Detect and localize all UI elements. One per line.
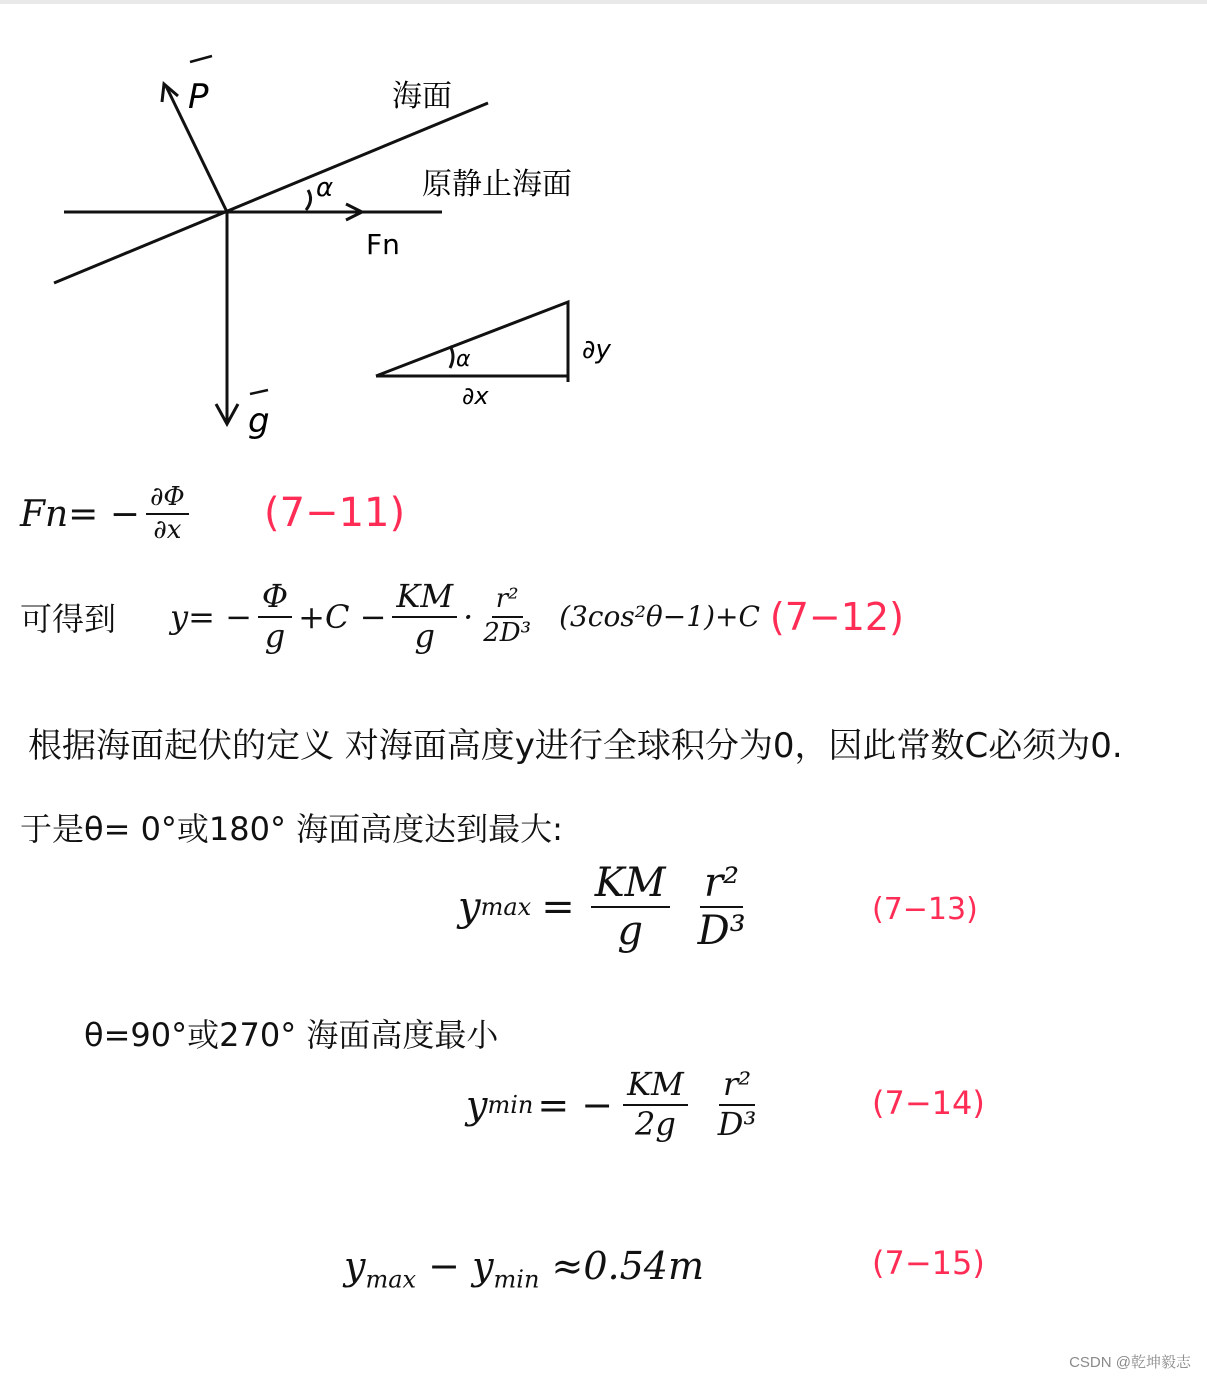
eq12-dot: ·: [463, 597, 474, 636]
eq11-denominator: ∂x: [153, 515, 182, 546]
tag-7-13: (7−13): [872, 892, 978, 927]
eq12-mid: +C −: [298, 597, 387, 636]
label-g: g: [248, 401, 270, 441]
paragraph-min-condition: θ=90°或270° 海面高度最小: [84, 1016, 499, 1054]
tag-7-15: (7−15): [872, 1244, 985, 1282]
eq12-f1-num: Φ: [258, 580, 292, 618]
eq14-lhs: y: [466, 1082, 488, 1127]
tag-7-12: (7−12): [769, 594, 904, 639]
eq13-lhs: y: [458, 884, 481, 930]
paragraph-max-condition: 于是θ= 0°或180° 海面高度达到最大:: [20, 810, 563, 848]
label-still-surface: 原静止海面: [422, 167, 572, 202]
eq12-fraction-3: [479, 586, 535, 647]
eq11-lhs: Fn= −: [20, 493, 140, 535]
label-dx: ∂x: [462, 382, 489, 410]
label-p: P: [188, 77, 209, 117]
eq12-fraction-2: [392, 577, 457, 655]
eq12-f3-den: 2D³: [483, 617, 532, 648]
eq15-rest: ≈0.54m: [539, 1244, 704, 1288]
eq12-prefix: 可得到: [20, 599, 117, 638]
label-dy: ∂y: [582, 335, 611, 365]
eq14-f1-den: 2g: [635, 1104, 676, 1143]
tag-7-11: (7−11): [264, 490, 406, 536]
eq14-eq: = −: [537, 1082, 614, 1127]
eq12-tail: (3cos²θ−1)+C: [559, 600, 760, 634]
force-diagram: [40, 40, 680, 500]
equation-7-12: [20, 577, 904, 655]
equation-7-14: [466, 1065, 766, 1143]
paragraph-integral-note: 根据海面起伏的定义 对海面高度y进行全球积分为0，因此常数C必须为0.: [28, 726, 1123, 766]
eq13-fraction-2: [694, 862, 750, 952]
eq12-f2-den: g: [414, 616, 435, 655]
p-overbar: [190, 56, 212, 62]
slope-triangle: [376, 302, 568, 376]
eq13-sub: max: [480, 893, 532, 921]
g-overbar: [250, 390, 268, 394]
eq12-y: y= −: [170, 597, 252, 636]
eq14-fraction-1: [623, 1065, 688, 1143]
eq15-sub2: min: [493, 1265, 540, 1294]
eq13-f2-den: D³: [697, 908, 746, 954]
equation-7-13: [458, 862, 756, 952]
label-triangle-alpha: α: [456, 347, 471, 372]
eq14-f2-den: D³: [717, 1104, 757, 1143]
tag-7-14: (7−14): [872, 1084, 985, 1122]
eq15-y2: y: [472, 1244, 494, 1288]
eq13-f1-num: KM: [591, 862, 670, 908]
eq12-f1-den: g: [264, 616, 286, 655]
triangle-angle-arc: [450, 346, 453, 368]
top-border: [0, 0, 1207, 4]
eq13-f2-num: r²: [700, 862, 743, 908]
csdn-watermark: CSDN @乾坤毅志: [1069, 1354, 1191, 1371]
eq13-f1-den: g: [617, 908, 643, 954]
eq12-f2-num: KM: [392, 580, 457, 618]
eq13-eq: =: [541, 884, 575, 930]
eq15-y1: y: [344, 1244, 366, 1288]
eq13-fraction-1: [591, 862, 670, 952]
label-fn: Fn: [366, 228, 400, 261]
eq11-numerator: ∂Φ: [146, 484, 189, 515]
equation-7-15: [344, 1244, 704, 1294]
eq12-fraction-1: [258, 577, 292, 655]
label-alpha: α: [316, 173, 334, 203]
angle-arc: [306, 190, 311, 210]
equation-7-11: [20, 484, 195, 545]
label-sea-surface: 海面: [392, 79, 452, 114]
eq11-fraction: [146, 484, 189, 545]
eq15-sub1: max: [365, 1265, 417, 1294]
eq15-minus: −: [416, 1244, 473, 1288]
eq14-f2-num: r²: [719, 1068, 755, 1106]
eq12-f3-num: r²: [492, 586, 523, 617]
eq14-fraction-2: [714, 1065, 760, 1143]
eq14-f1-num: KM: [623, 1068, 688, 1106]
eq14-sub: min: [487, 1090, 534, 1119]
